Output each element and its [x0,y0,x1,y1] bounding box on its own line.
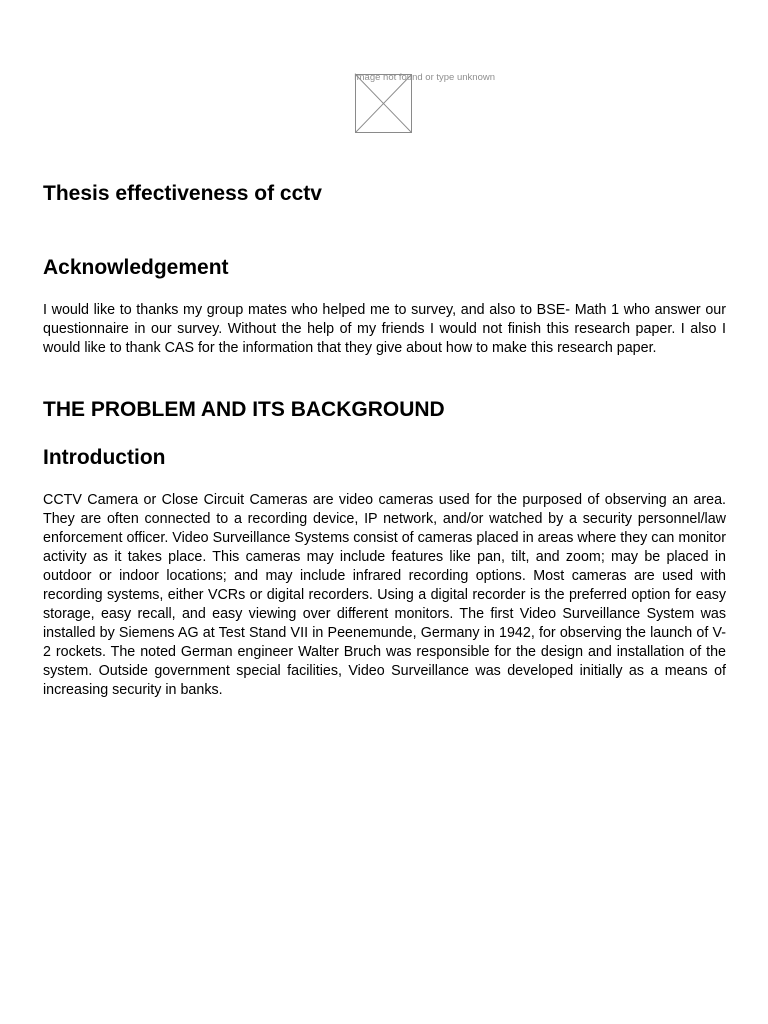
chapter-heading: THE PROBLEM AND ITS BACKGROUND [43,398,445,421]
introduction-heading: Introduction [43,446,166,469]
image-placeholder-cross [356,75,411,132]
image-placeholder-caption: Image not found or type unknown [354,72,496,83]
acknowledgement-paragraph: I would like to thanks my group mates who helped me to survey, and also to BSE- Math 1 who answer our questionnaire in our survey. Without the help of my friends I would not finish this research paper. I also I would like to thank CAS for the information that they give about how to make this research paper. [43,302,726,356]
introduction-paragraph: CCTV Camera or Close Circuit Cameras are video cameras used for the purposed of observing an area. They are often connected to a recording device, IP network, and/or watched by a security personnel/law enforcement officer. Video Surveillance Systems consist of cameras placed in areas where they can monitor activity as it takes place. This cameras may include features like pan, tilt, and zoom; may be placed in outdoor or indoor locations; and may include infrared recording options. Most cameras are used with recording systems, either VCRs or digital recorders. Using a digital recorder is the preferred option for easy storage, easy recall, and easy viewing over different monitors. The first Video Surveillance System was installed by Siemens AG at Test Stand VII in Peenemunde, Germany in 1942, for observing the launch of V-2 rockets. The noted German engineer Walter Bruch was responsible for the design and installation of the system. Outside government special facilities, Video Surveillance was developed initially as a means of increasing security in banks. [43,492,726,698]
document-title: Thesis effectiveness of cctv [43,182,322,205]
acknowledgement-heading: Acknowledgement [43,256,229,279]
